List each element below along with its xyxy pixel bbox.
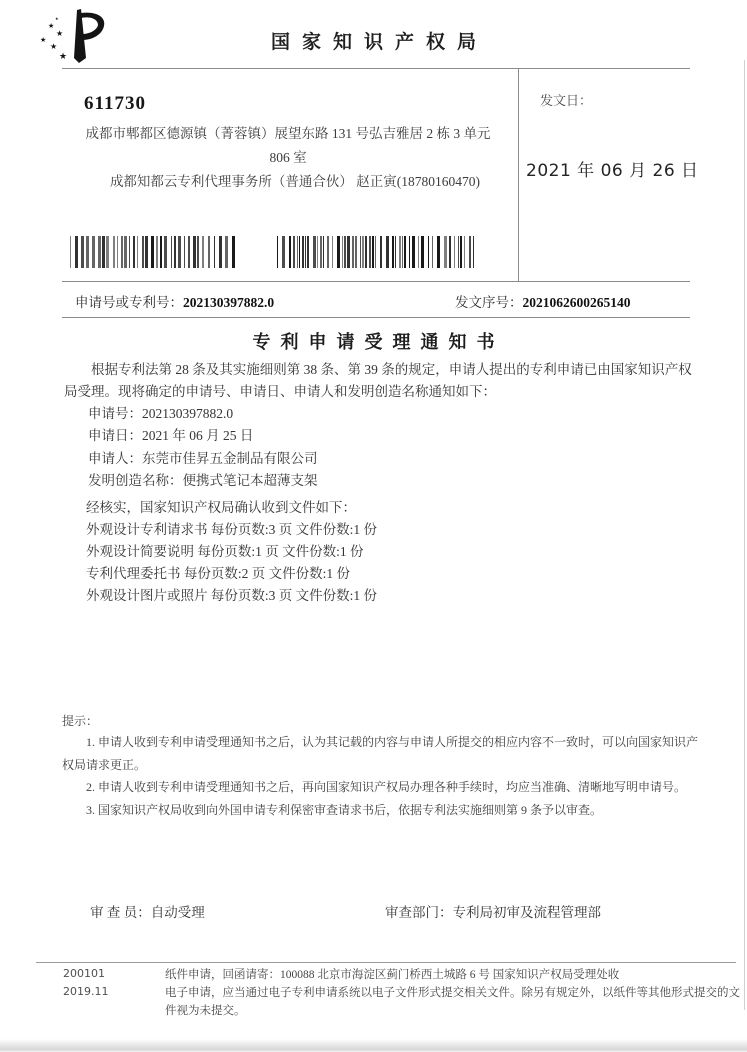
- examiner-value: 自动受理: [150, 905, 205, 920]
- barcode: [70, 236, 236, 268]
- footer-form-code: 200101: [63, 967, 105, 980]
- application-number-value: 202130397882.0: [183, 295, 275, 310]
- application-number-row: [75, 291, 274, 311]
- footer-form-date: 2019.11: [63, 985, 109, 998]
- application-fields: [88, 403, 318, 493]
- field-application-date: 申请日：2021 年 06 月 25 日: [88, 428, 254, 444]
- agency-title: 国家知识产权局: [270, 32, 488, 53]
- field-invention-title: 发明创造名称：便携式笔记本超薄支架: [88, 473, 318, 489]
- note-item: 1. 申请人收到专利申请受理通知书之后，认为其记载的内容与申请人所提交的相应内容不一致时，可以向国家知识产权局请求更正。: [62, 735, 699, 772]
- svg-text:★: ★: [48, 22, 55, 30]
- meta-rule-bottom: [62, 317, 690, 318]
- received-item: 外观设计专利请求书 每份页数:3 页 文件份数:1 份: [86, 522, 378, 537]
- department-row: [385, 901, 601, 921]
- dispatch-date-value: 2021 年 06 月 26 日: [526, 161, 699, 181]
- barcode: [277, 236, 477, 268]
- svg-text:★: ★: [59, 51, 68, 61]
- field-applicant: 申请人：东莞市佳昇五金制品有限公司: [88, 450, 318, 466]
- header-rule: [62, 68, 690, 69]
- svg-text:★: ★: [55, 16, 59, 21]
- examiner-label: 审 查 员：: [90, 905, 151, 920]
- received-item: 专利代理委托书 每份页数:2 页 文件份数:1 份: [86, 566, 351, 581]
- department-value: 专利局初审及流程管理部: [452, 905, 601, 920]
- recipient-address-line2: 806 室: [269, 150, 307, 165]
- department-label: 审查部门：: [385, 905, 453, 920]
- examiner-row: [90, 901, 205, 921]
- footer-rule: [36, 962, 736, 963]
- received-item: 外观设计图片或照片 每份页数:3 页 文件份数:1 份: [86, 588, 378, 603]
- serial-number-value: 2021062600265140: [522, 295, 631, 310]
- recipient-postcode: 611730: [84, 93, 146, 114]
- footer-electronic-instruction: 电子申请，应当通过电子专利申请系统以电子文件形式提交相关文件。除另有规定外，以纸件等其他形式提交的文件视为未提交。: [165, 987, 740, 1017]
- received-item: 外观设计简要说明 每份页数:1 页 文件份数:1 份: [86, 544, 364, 559]
- svg-text:★: ★: [40, 36, 47, 44]
- svg-text:★: ★: [56, 29, 64, 38]
- serial-number-label: 发文序号：: [455, 295, 523, 310]
- footer-paper-instruction: 纸件申请，回函请寄：100088 北京市海淀区蓟门桥西土城路 6 号 国家知识产权局受理处收: [165, 969, 620, 981]
- dispatch-date-label: 发文日：: [540, 93, 593, 108]
- received-intro: 经核实，国家知识产权局确认收到文件如下：: [86, 500, 356, 515]
- svg-text:★: ★: [50, 42, 58, 51]
- page-edge-right: [744, 60, 745, 1010]
- notes-list: [62, 731, 700, 821]
- notice-intro-paragraph: 根据专利法第 28 条及其实施细则第 38 条、第 39 条的规定，申请人提出的专利申请已由国家知识产权局受理。现将确定的申请号、申请日、申请人和发明创造名称通知如下：: [64, 362, 692, 399]
- note-item: 3. 国家知识产权局收到向外国申请专利保密审查请求书后，依据专利法实施细则第 9 条予以审查。: [86, 802, 603, 817]
- application-number-label: 申请号或专利号：: [75, 295, 183, 310]
- serial-number-row: [455, 291, 631, 311]
- page-edge-shadow: [0, 1039, 747, 1052]
- received-documents: [86, 497, 377, 607]
- notice-title: 专利申请受理通知书: [252, 332, 505, 352]
- recipient-address-line1: 成都市郫都区德源镇（菁蓉镇）展望东路 131 号弘吉雅居 2 栋 3 单元: [85, 126, 491, 141]
- meta-rule-top: [62, 281, 690, 282]
- note-item: 2. 申请人收到专利申请受理通知书之后，再向国家知识产权局办理各种手续时，均应当准确、清晰地写明申请号。: [86, 780, 687, 794]
- notes-label: 提示：: [62, 714, 99, 728]
- recipient-agent-line: 成都知都云专利代理事务所（普通合伙） 赵正寅(18780160470): [109, 174, 481, 189]
- field-application-number: 申请号：202130397882.0: [88, 406, 234, 421]
